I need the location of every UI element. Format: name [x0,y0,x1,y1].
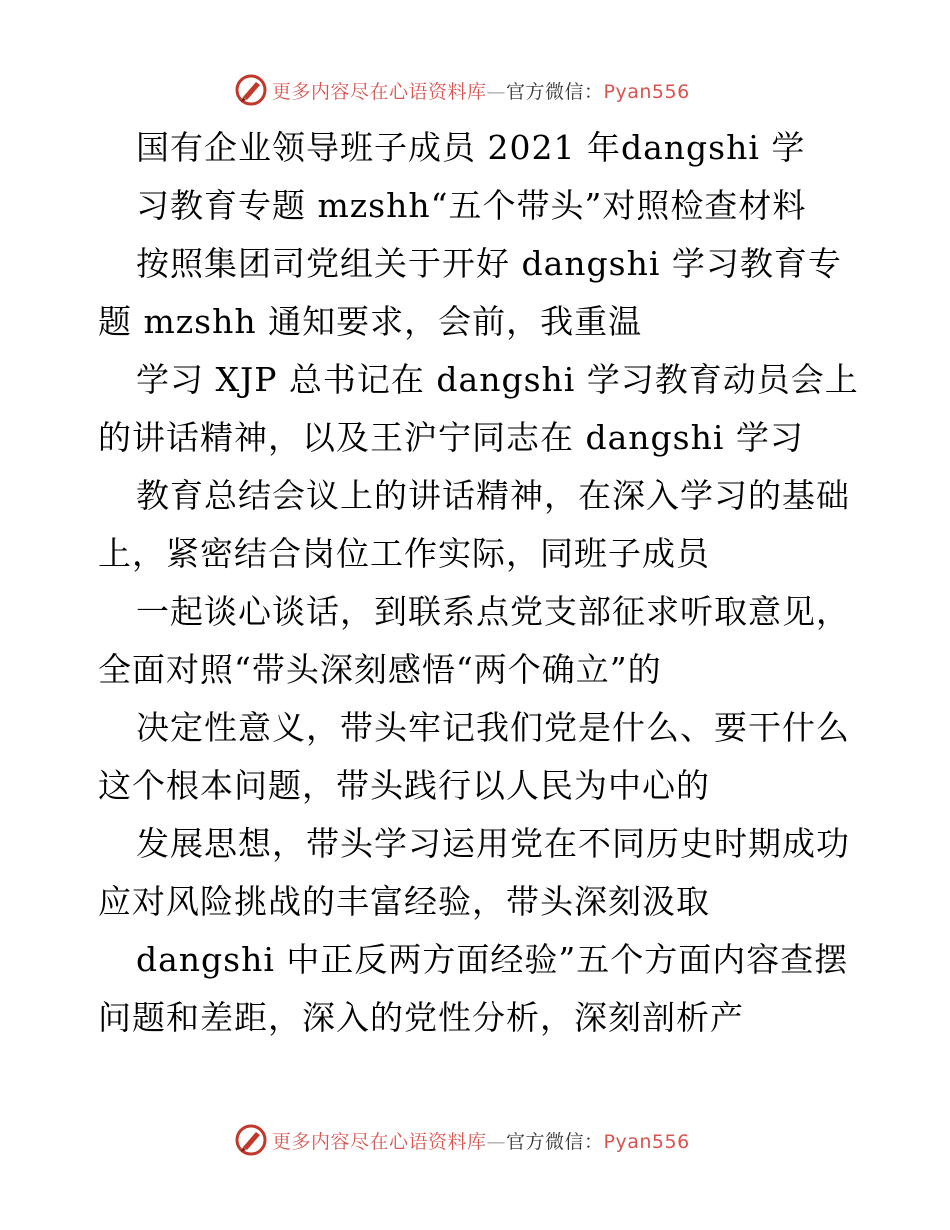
watermark-wechat-id: Pyan556 [603,1130,690,1153]
doc-text-line: 发展思想，带头学习运用党在不同历史时期成功 [136,824,850,863]
doc-text-line: 全面对照“带头深刻感悟“两个确立”的 [98,650,662,689]
pen-logo-icon [234,1123,268,1157]
doc-text-line: 这个根本问题，带头践行以人民为中心的 [98,766,710,805]
doc-text-line: 教育总结会议上的讲话精神，在深入学习的基础 [136,476,850,515]
watermark-sub: 官方微信： [506,80,604,103]
doc-title-line-1: 国有企业领导班子成员 2021 年dangshi 学 [136,128,806,167]
doc-title-line-2: 习教育专题 mzshh“五个带头”对照检查材料 [136,186,807,225]
doc-text-line: 问题和差距，深入的党性分析，深刻剖析产 [98,998,744,1037]
watermark-wechat-id: Pyan556 [603,80,690,103]
watermark-sub: 官方微信： [506,1130,604,1153]
doc-text-line: 应对风险挑战的丰富经验，带头深刻汲取 [98,882,710,921]
footer-watermark [234,1122,754,1158]
doc-text-line: 一起谈心谈话，到联系点党支部征求听取意见， [136,592,850,631]
watermark-separator: — [486,1130,507,1153]
doc-text-line: 学习 XJP 总书记在 dangshi 学习教育动员会上 [136,360,859,399]
doc-text-line: 决定性意义，带头牢记我们党是什么、要干什么 [136,708,850,747]
doc-text-line: 题 mzshh 通知要求，会前，我重温 [98,302,643,341]
watermark-main: 更多内容尽在心语资料库 [272,80,487,103]
doc-text-line: dangshi 中正反两方面经验”五个方面内容查摆 [136,940,849,979]
doc-text-line: 的讲话精神，以及王沪宁同志在 dangshi 学习 [98,418,804,457]
watermark-text [272,1127,690,1154]
doc-text-line: 上，紧密结合岗位工作实际，同班子成员 [98,534,710,573]
watermark-separator: — [486,80,507,103]
doc-text-line: 按照集团司党组关于开好 dangshi 学习教育专 [136,244,842,283]
watermark-main: 更多内容尽在心语资料库 [272,1130,487,1153]
